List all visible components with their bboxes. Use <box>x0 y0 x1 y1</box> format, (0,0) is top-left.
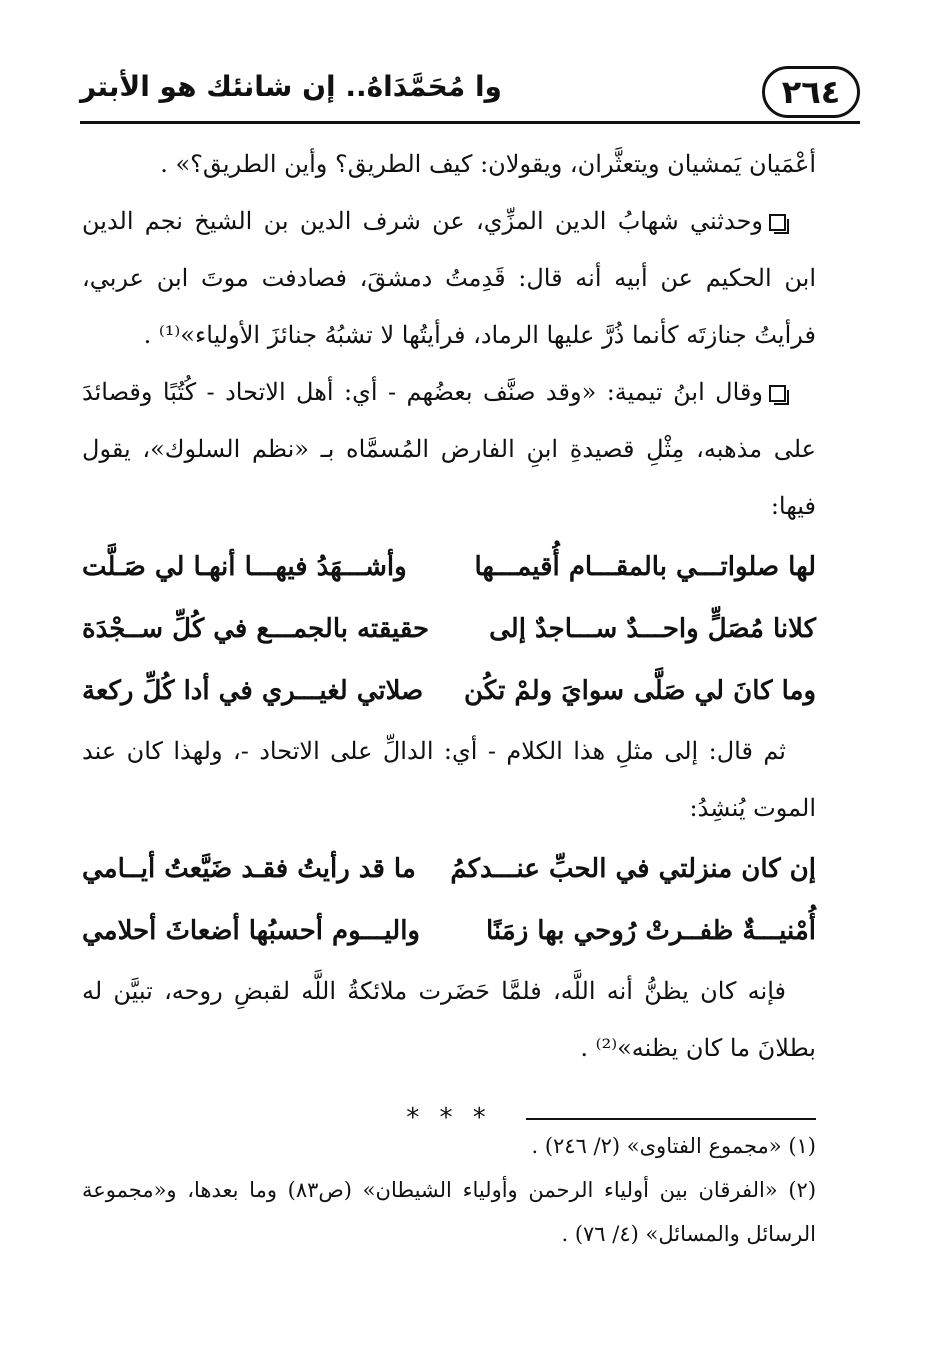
verse-line <box>82 599 816 659</box>
paragraph-3-text: وقال ابنُ تيمية: «وقد صنَّف بعضُهم - أي: أهل الاتحاد - كُتُبًا وقصائدَ على مذهبه، مِثْلِ قصيدةِ ابنِ الفارض المُسمَّاه بـ «نظم السلوك»، يقول فيها: <box>82 378 816 520</box>
verse-second-hemistich: واليـــوم أحسبُها أضعاثَ أحلامي <box>82 916 420 946</box>
paragraph-1: أعْمَيان يَمشيان ويتعثَّران، ويقولان: كيف الطريق؟ وأين الطريق؟» . <box>160 150 816 178</box>
verse-line <box>82 839 816 899</box>
verse-second-hemistich: وأشـــهَدُ فيهـــا أنهـا لي صَـلَّت <box>82 552 407 582</box>
footnote-2: (٢) «الفرقان بين أولياء الرحمن وأولياء الشيطان» (ص٨٣) وما بعدها، و«مجموعة الرسائل والمسائل» (٤/ ٧٦) . <box>82 1178 817 1246</box>
verse-first-hemistich: وما كانَ لي صَلَّى سوايَ ولمْ تكُن <box>463 676 816 706</box>
verse-first-hemistich: إن كان منزلتي في الحبِّ عنـــدكمُ <box>450 854 816 884</box>
paragraph-5: فإنه كان يظنُّ أنه اللَّه، فلمَّا حَضَرت ملائكةُ اللَّه لقبضِ روحه، تبيَّن له بطلانَ ما كان يظنه»⁽²⁾ . <box>82 977 816 1062</box>
footnote-rule <box>526 1118 816 1120</box>
footnote-1: (١) «مجموع الفتاوى» (٢/ ٢٤٦) . <box>531 1134 816 1158</box>
verse-line <box>82 537 816 597</box>
paragraph-4: ثم قال: إلى مثلِ هذا الكلام - أي: الدالِّ على الاتحاد -، ولهذا كان عند الموت يُنشِدُ: <box>82 737 816 822</box>
poem-2 <box>82 839 816 961</box>
verse-second-hemistich: حقيقته بالجمـــع في كُلِّ ســجْدَة <box>82 614 430 644</box>
paragraph-2 <box>82 193 816 364</box>
page-header <box>80 62 860 120</box>
verse-second-hemistich: ما قد رأيتُ فقـد ضَيَّعتُ أيــامي <box>82 854 416 884</box>
main-text <box>82 136 816 1133</box>
page-number: ٢٦٤ <box>762 66 860 118</box>
paragraph-2-text: وحدثني شهابُ الدين المزِّي، عن شرف الدين بن الشيخ نجم الدين ابن الحكيم عن أبيه أنه قال: قَدِمتُ دمشقَ، فصادفت موتَ ابن عربي، فرأيتُ جنازتَه كأنما ذُرَّ عليها الرماد، فرأيتُها لا تشبُهُ جنائزَ الأولياء»⁽¹⁾ . <box>82 207 816 349</box>
verse-first-hemistich: كلانا مُصَلٍّ واحـــدٌ ســـاجدٌ إلى <box>489 614 816 644</box>
verse-first-hemistich: لها صلواتـــي بالمقـــام أُقيمـــها <box>474 552 816 582</box>
verse-second-hemistich: صلاتي لغيـــري في أدا كُلِّ ركعة <box>82 676 424 706</box>
paragraph-3 <box>82 364 816 535</box>
verse-first-hemistich: أُمْنيـــةٌ ظفــرتْ رُوحي بها زمَنًا <box>486 916 816 946</box>
footnotes <box>82 1124 816 1256</box>
verse-line <box>82 661 816 721</box>
running-title: وا مُحَمَّدَاهُ.. إن شانئك هو الأبتر <box>80 70 502 103</box>
section-separator: * * * <box>406 1103 492 1133</box>
header-rule <box>80 121 860 124</box>
verse-line <box>82 901 816 961</box>
poem-1 <box>82 537 816 721</box>
section-mark-icon <box>769 385 786 402</box>
section-mark-icon <box>769 214 786 231</box>
